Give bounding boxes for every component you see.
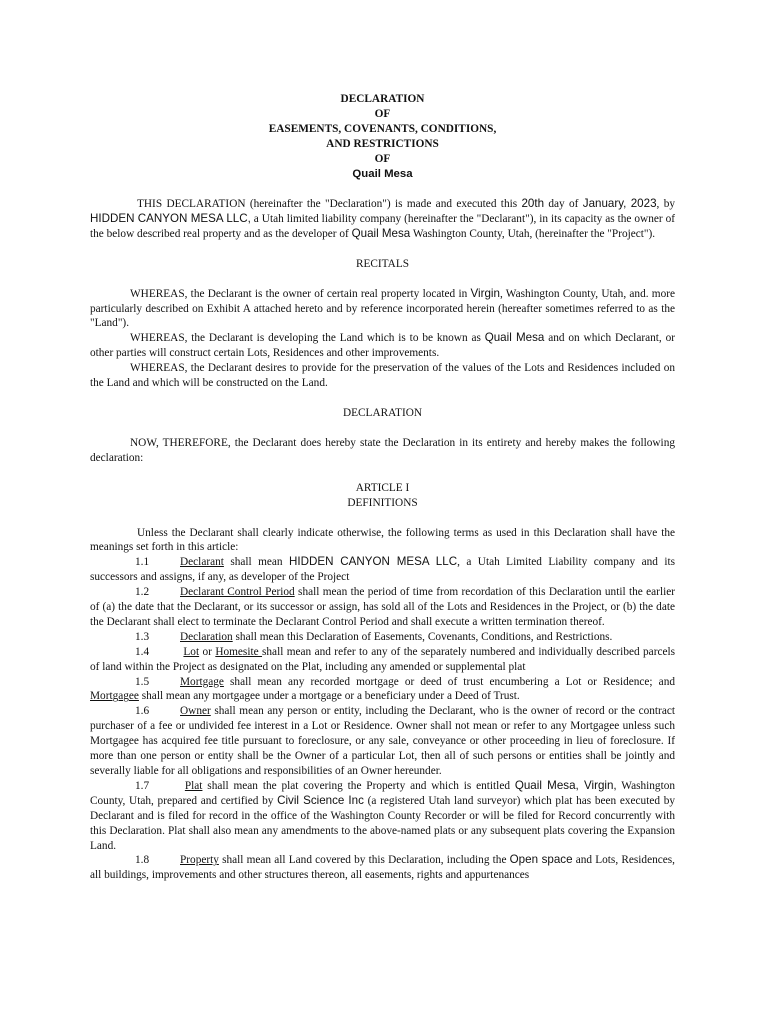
definitions-intro: Unless the Declarant shall clearly indicate otherwise, the following terms as used in this Declaration shall have the meanings set forth in this article:: [90, 526, 675, 554]
definition-item: [90, 853, 675, 883]
document-page: [90, 92, 675, 883]
recital-paragraph: [90, 287, 675, 332]
definition-open-space: Open space: [509, 853, 573, 867]
definition-text: shall mean any person or entity, including the Declarant, who is the owner of record or the contract purchaser of a fee or undivided fee interest in a Lot or Residence. Owner shall not mean or refer to any Mortgagee unless such Mortgagee has acquired fee title pursuant to foreclosure, or any sale, conveyance or other proceeding in lieu of foreclosure. If more than one person or entity shall be the Owner of a particular Lot, then all of such persons or entities shall be jointly and severally liable for all obligations and responsibilities of an Owner hereunder.: [90, 705, 675, 777]
definition-number: 1.2: [135, 586, 150, 599]
recitals-heading: RECITALS: [355, 257, 410, 270]
definition-text: shall mean: [223, 556, 290, 569]
definition-text: (a registered Utah land surveyor) which plat has been executed by Declarant and is filed for record in the office of the Washington County Recorder or will be filed for Record concurrently with this Declaration. Plat shall also mean any amendments to the above-named plats or any subsequent plats covering the Expansion Land.: [90, 794, 675, 852]
intro-day: 20th: [521, 197, 545, 210]
definition-text: shall mean any recorded mortgage or deed of trust encumbering a Lot or Residence; and: [223, 675, 675, 688]
intro-month: January,: [582, 197, 627, 210]
definition-term: Lot: [183, 645, 200, 658]
definition-text: , a Utah Limited Liability company and its successors and assigns, if any, as developer of the Project: [90, 556, 676, 584]
document-title: [90, 92, 675, 182]
definition-text: and Lots, Residences, all buildings, improvements and other structures thereon, all easements, rights and appurtenances: [90, 854, 675, 882]
definition-term: Declarant Control Period: [180, 586, 295, 599]
definition-item: [90, 675, 675, 705]
definition-number: 1.1: [135, 556, 150, 569]
recital-text: WHEREAS, the Declarant is the owner of certain real property located in: [130, 287, 471, 300]
intro-text: THIS DECLARATION (hereinafter the "Declaration") is made and executed this: [137, 198, 522, 210]
recital-project: Quail Mesa: [484, 331, 545, 345]
recital-paragraph: [90, 331, 675, 361]
declaration-paragraph: NOW, THEREFORE, the Declarant does hereby state the Declaration in its entirety and hereby makes the following declaration:: [90, 436, 675, 464]
definition-entity: HIDDEN CANYON MESA LLC: [289, 555, 458, 569]
definition-text: shall mean this Declaration of Easements, Covenants, Conditions, and Restrictions.: [232, 630, 613, 643]
article-number: ARTICLE I: [355, 481, 410, 494]
definition-text: shall mean any mortgagee under a mortgage or a beneficiary under a Deed of Trust.: [138, 690, 520, 703]
definition-item: [90, 630, 675, 645]
definition-number: 1.3: [135, 630, 150, 643]
definition-term: Declarant: [180, 556, 224, 569]
recital-city: Virgin: [470, 286, 500, 300]
intro-text: , by: [656, 198, 675, 210]
intro-paragraph: [90, 197, 675, 242]
intro-text: Washington County, Utah, (hereinafter the "Project").: [410, 227, 656, 240]
definition-number: 1.6: [135, 705, 150, 718]
definition-term: Owner: [180, 705, 211, 718]
intro-text: a Utah limited liability company (hereinafter the "Declarant"), in its capacity as the owner of the below described real property and as the developer of: [90, 212, 675, 240]
definition-term: Declaration: [180, 630, 233, 643]
recital-text: WHEREAS, the Declarant is developing the Land which is to be known as: [130, 332, 485, 345]
definition-text: shall mean the period of time from recordation of this Declaration until the earlier of (a) the date that the Declarant, or its successor or assign, has sold all of the Lots and Residences in the Project, or (b) the date the Declarant shall elect to terminate the Declarant Control Period and shall execute a written termination thereof.: [90, 586, 675, 628]
definition-term: Homesite: [215, 645, 263, 658]
declaration-heading: DECLARATION: [342, 406, 423, 419]
definition-item: [90, 779, 675, 854]
definition-item: [90, 704, 675, 779]
recital-text: , Washington County, Utah, and. more particularly described on Exhibit A attached hereto and by reference incorporated herein (hereafter sometimes referred to as the "Land").: [90, 287, 676, 330]
definition-term: Plat: [184, 779, 203, 792]
definition-item: [90, 555, 675, 585]
definition-plat-name: Quail Mesa, Virgin,: [514, 778, 617, 792]
definition-text: shall mean all Land covered by this Declaration, including the: [218, 854, 510, 867]
article-name: DEFINITIONS: [347, 496, 418, 509]
title-line: OF: [374, 108, 391, 120]
definition-text: or: [199, 645, 216, 658]
definition-number: 1.4: [135, 645, 150, 658]
definition-item: [90, 585, 675, 630]
definition-term: Property: [180, 854, 219, 867]
definition-term: Mortgagee: [90, 690, 139, 703]
title-line: OF: [374, 153, 391, 165]
title-project-name: Quail Mesa: [352, 168, 413, 180]
recital-text: and on which Declarant, or other parties will construct certain Lots, Residences and other improvements.: [90, 332, 675, 360]
definition-text: shall mean and refer to any of the separately numbered and individually described parcels of land within the Project as designated on the Plat, including any amended or supplemental plat: [90, 645, 676, 673]
intro-text: day of: [544, 198, 583, 210]
definition-term: Mortgage: [180, 675, 224, 688]
definition-item: [90, 645, 675, 675]
definition-number: 1.7: [135, 779, 150, 792]
recital-paragraph: WHEREAS, the Declarant desires to provide for the preservation of the values of the Lots and Residences included on the Land and which will be constructed on the Land.: [90, 362, 675, 390]
intro-declarant: HIDDEN CANYON MESA LLC,: [90, 211, 251, 225]
intro-year: 2023: [630, 197, 657, 210]
definition-text: Washington County, Utah, prepared and certified by: [90, 779, 675, 807]
title-line: AND RESTRICTIONS: [326, 138, 439, 150]
intro-project: Quail Mesa: [351, 226, 411, 240]
definition-number: 1.5: [135, 675, 150, 688]
title-line: DECLARATION: [340, 93, 425, 105]
definition-surveyor: Civil Science Inc: [277, 793, 364, 807]
definition-text: shall mean the plat covering the Property and which is entitled: [202, 779, 515, 792]
definition-number: 1.8: [135, 854, 150, 867]
title-line: EASEMENTS, COVENANTS, CONDITIONS,: [268, 123, 497, 135]
